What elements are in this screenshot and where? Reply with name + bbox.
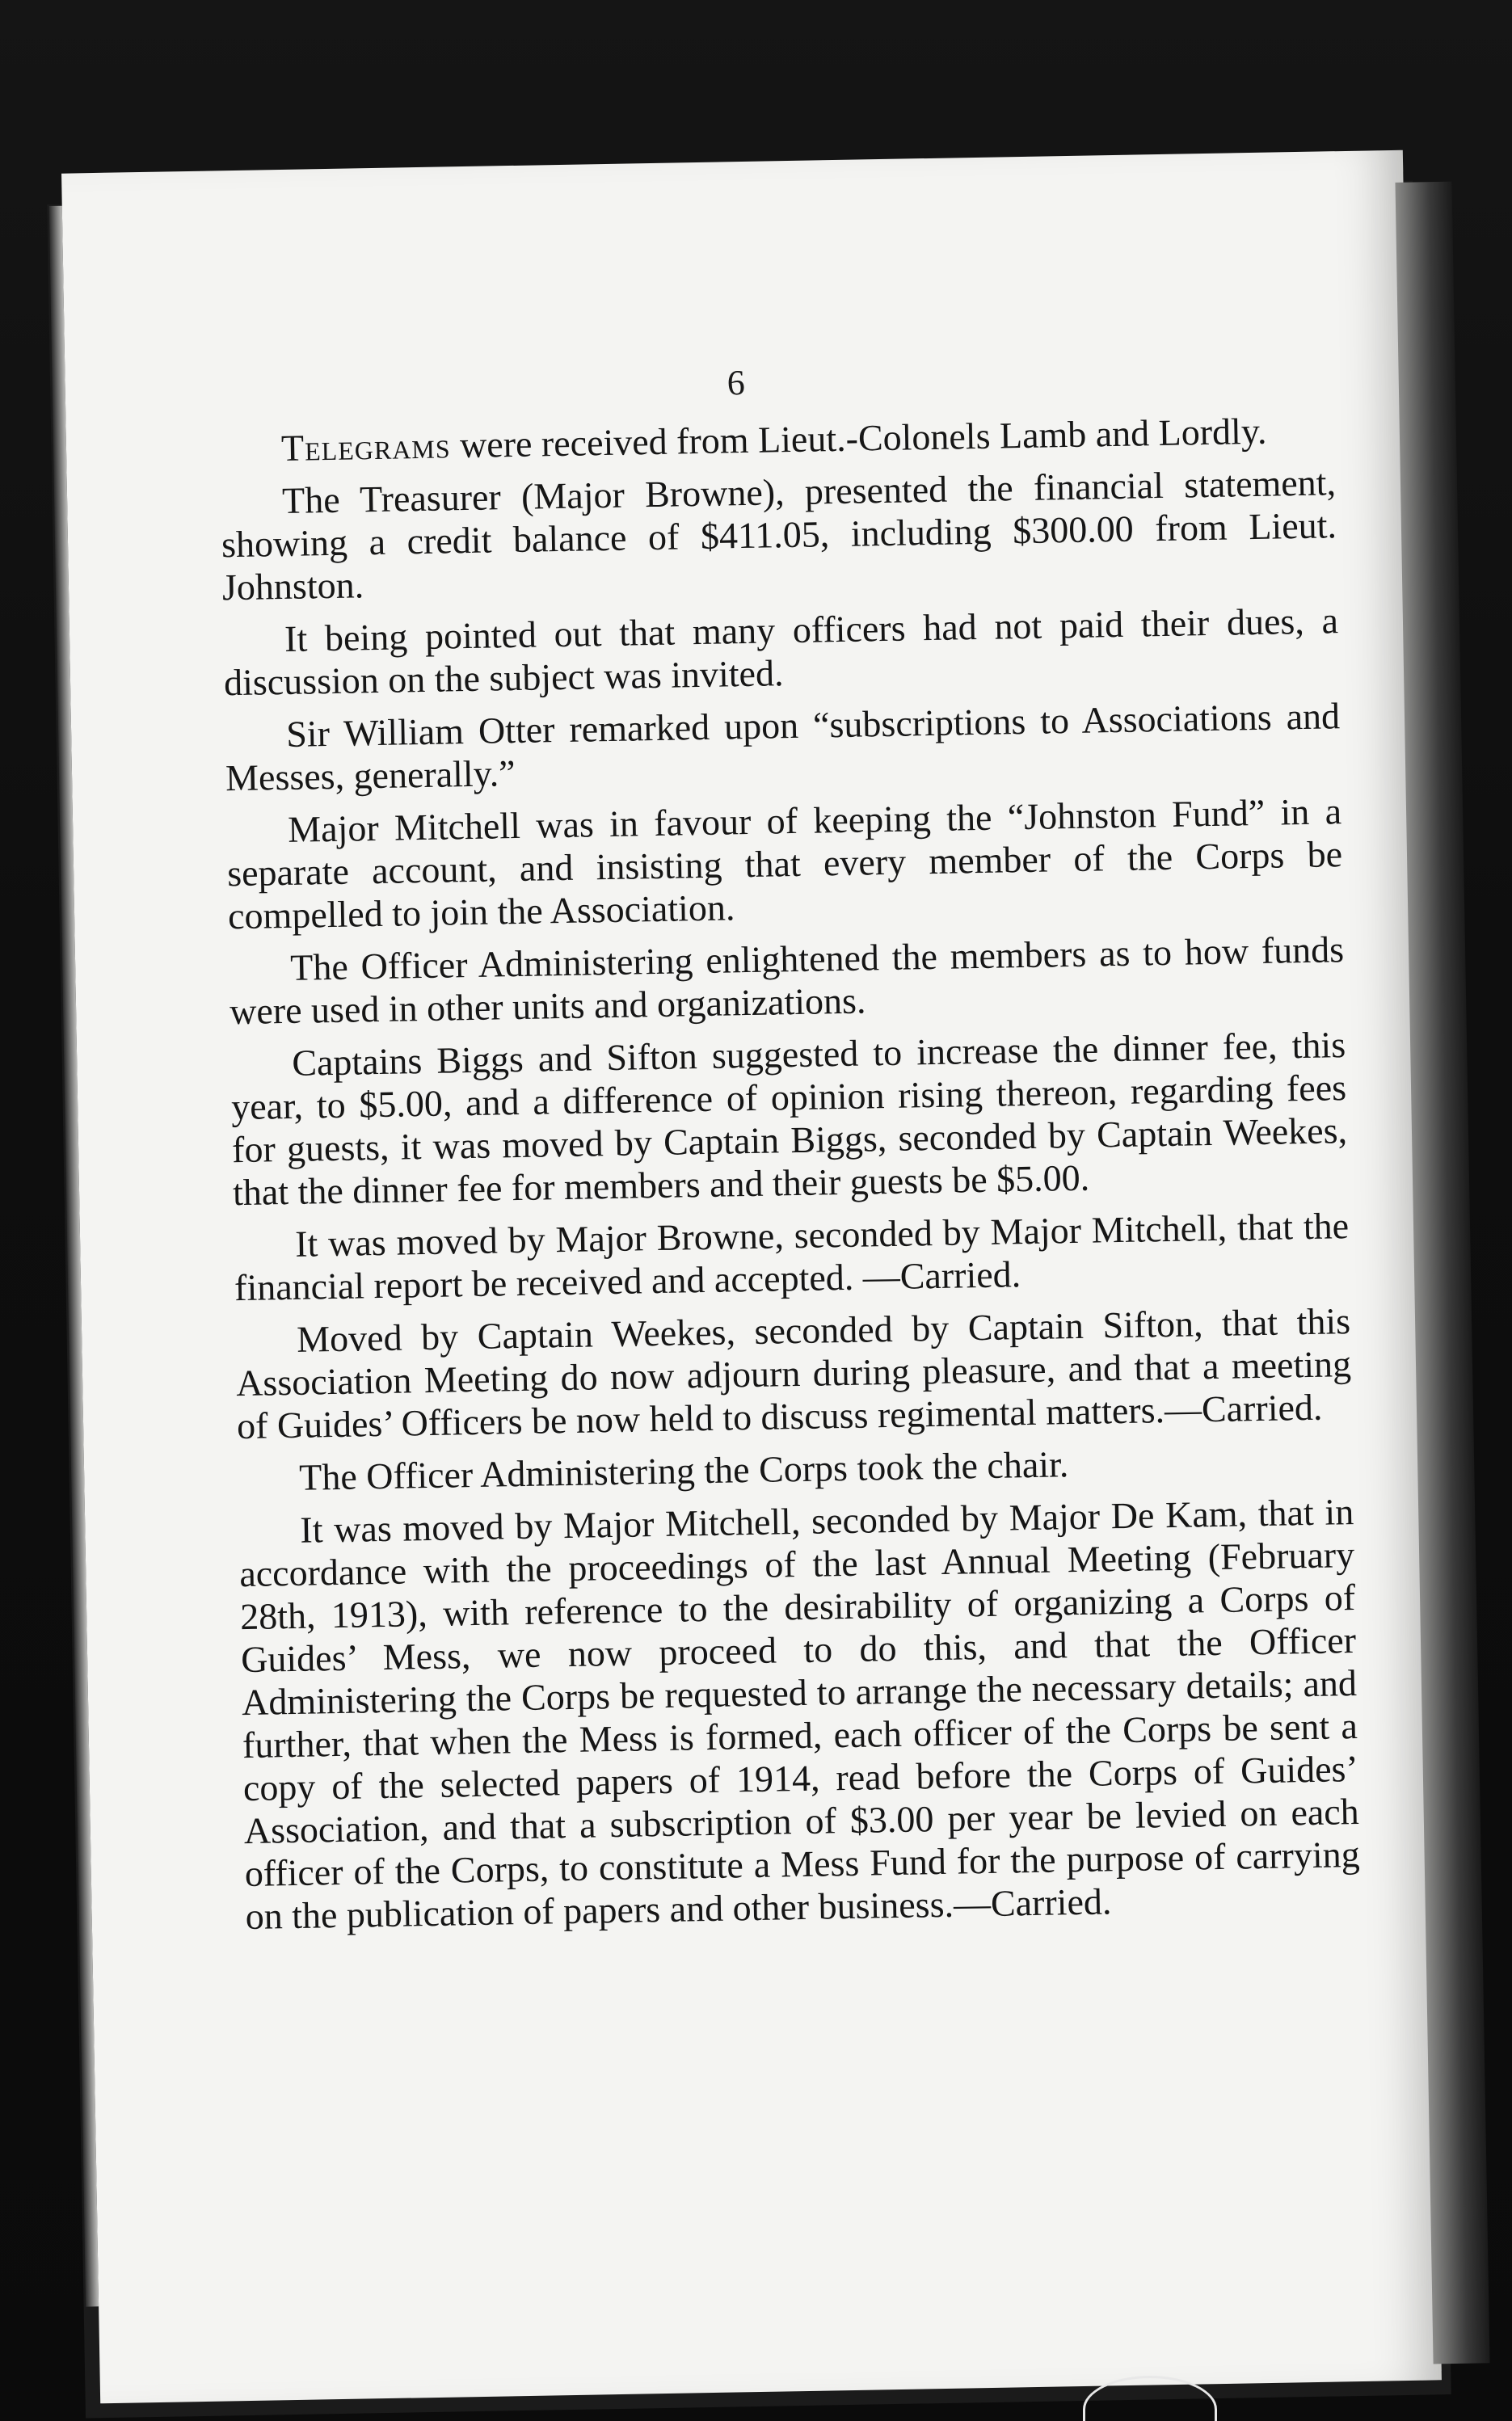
paragraph-telegrams (220, 408, 1336, 470)
document-page (61, 150, 1442, 2404)
paragraph-treasurer: The Treasurer (Major Browne), presented the financial statement, showing a credit balance of $411.05, including $300.00 from Lieut. Johnston. (221, 461, 1337, 608)
paragraph-dinner-fee: Captains Biggs and Sifton suggested to increase the dinner fee, this year, to $5.00, and a difference of opinion rising thereon, regarding fees for guests, it was moved by Captain Biggs, seconded by Captain Weekes, that the dinner fee for members and their guests be $5.00. (230, 1024, 1348, 1214)
paragraph-mitchell-fund: Major Mitchell was in favour of keeping the “Johnston Fund” in a separate account, and insisting that every member of the Corps be compelled to join the Association. (226, 790, 1343, 937)
paragraph-mess-motion: It was moved by Major Mitchell, seconded by Major De Kam, that in accordance with the proceedings of the last Annual Meeting (February 28th, 1913), with reference to the desirability of organizing a Corps of Guides’ Mess, we now proceed to do this, and that the Officer Administering the Corps be requested to arrange the necessary details; and further, that when the Mess is formed, each officer of the Corps be sent a copy of the selected papers of 1914, read before the Corps of Guides’ Association, and that a subscription of $3.00 per year be levied on each officer of the Corps, to constitute a Mess Fund for the purpose of carrying on the publication of papers and other business.—Carried. (238, 1491, 1361, 1938)
paragraph-lead-word: Telegrams (280, 424, 451, 469)
body-text (220, 408, 1362, 1947)
paragraph-otter: Sir William Otter remarked upon “subscriptions to Associations and Messes, generally.” (225, 695, 1341, 799)
paragraph-financial-report: It was moved by Major Browne, seconded by Major Mitchell, that the financial report be received and accepted. —Carried. (234, 1205, 1350, 1309)
paragraph-adjourn: Moved by Captain Weekes, seconded by Captain Sifton, that this Association Meeting do now adjourn during pleasure, and that a meeting of Guides’ Officers be now held to discuss regimental matters.—Carried. (235, 1300, 1352, 1447)
paragraph-chair: The Officer Administering the Corps took the chair. (298, 1443, 1069, 1498)
paragraph-officer-administering: The Officer Administering enlightened the members as to how funds were used in other units and organizations. (229, 928, 1345, 1033)
paragraph-text: were received from Lieut.-Colonels Lamb and Lordly. (450, 410, 1267, 466)
page-number: 6 (727, 362, 746, 403)
paragraph-dues: It being pointed out that many officers had not paid their dues, a discussion on the subject was invited. (223, 600, 1339, 704)
